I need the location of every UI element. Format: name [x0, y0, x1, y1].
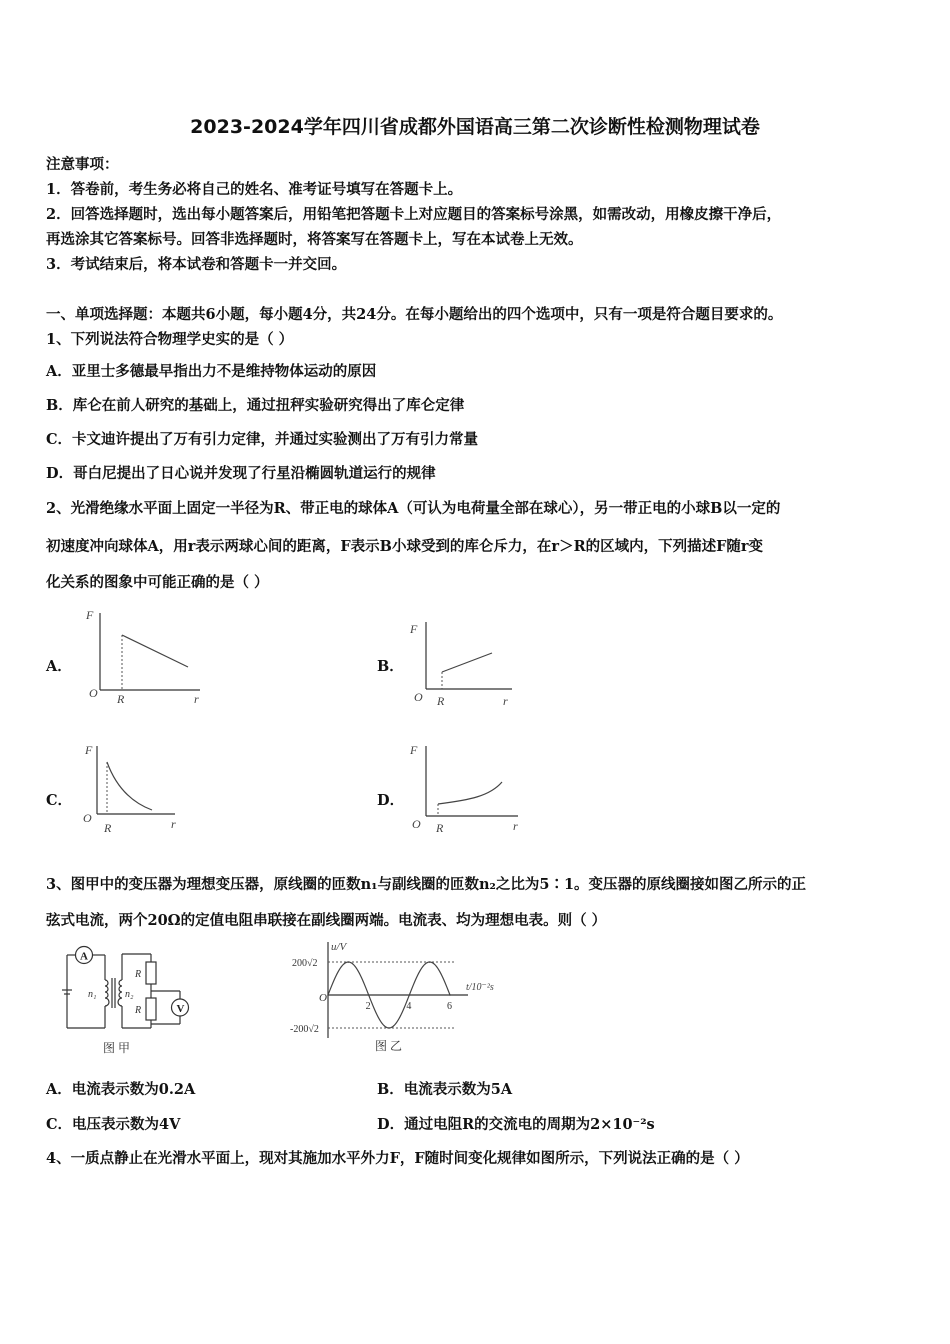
r-label: R: [437, 694, 445, 708]
question-1-option-d: D．哥白尼提出了日心说并发现了行星沿椭圆轨道运行的规律: [46, 465, 436, 482]
resistor-2-label: R: [135, 1005, 142, 1016]
force-curve: [122, 635, 188, 667]
voltmeter-label: V: [176, 1003, 185, 1015]
u-axis-label: u/V: [331, 941, 347, 953]
origin-label: O: [83, 811, 92, 825]
n2-label: n₂: [125, 989, 134, 1000]
force-curve: [107, 762, 152, 810]
r-axis-label: r: [194, 692, 199, 706]
question-2-option-b: B．: [377, 658, 404, 675]
question-2-stem: 化关系的图象中可能正确的是（ ）: [46, 574, 269, 591]
t-tick-label: 6: [447, 1001, 452, 1012]
force-curve: [442, 653, 492, 672]
graph-option-b: [400, 617, 520, 712]
resistor-1: [146, 962, 156, 984]
r-axis-label: r: [171, 817, 176, 831]
figure-yi-caption: 图 乙: [375, 1039, 403, 1053]
question-3-option-c: C．电压表示数为4V: [46, 1116, 181, 1133]
ymax-tick-label: 200√2: [292, 958, 318, 969]
graph-option-d: [400, 738, 530, 838]
origin-label: O: [412, 817, 421, 831]
figure-jia-circuit: [55, 940, 205, 1060]
data-point: [409, 994, 411, 996]
section-heading: 一、单项选择题：本题共6小题，每小题4分，共24分。在每小题给出的四个选项中，只有一项是符合题目要求的。: [46, 306, 783, 323]
question-2-stem: 初速度冲向球体A，用r表示两球心间的距离，F表示B小球受到的库仑斥力，在r＞R的区域内，下列描述F随r变: [46, 538, 764, 555]
r-label: R: [436, 821, 444, 835]
question-1-stem: 1、下列说法符合物理学史实的是（ ）: [46, 331, 294, 348]
question-2-stem: 2、光滑绝缘水平面上固定一半径为R、带正电的球体A（可认为电荷量全部在球心），另一带正电的小球B以一定的: [46, 500, 781, 517]
data-point: [368, 994, 370, 996]
figure-yi-chart: [285, 938, 515, 1060]
question-1-option-a: A．亚里士多德最早指出力不是维持物体运动的原因: [46, 363, 377, 380]
resistor-2: [146, 998, 156, 1020]
r-label: R: [117, 692, 125, 706]
r-axis-label: r: [513, 819, 518, 833]
question-3-stem: 3、图甲中的变压器为理想变压器，原线圈的匝数n₁与副线圈的匝数n₂之比为5∶1。变压器的原线圈接如图乙所示的正: [46, 876, 807, 893]
r-label: R: [104, 821, 112, 835]
notice-heading: 注意事项：: [46, 156, 119, 173]
question-3-option-b: B．电流表示数为5A: [377, 1081, 513, 1098]
force-curve: [438, 782, 502, 804]
graph-option-c: [80, 738, 190, 838]
t-axis-label: t/10⁻²s: [466, 982, 494, 993]
f-label: F: [410, 622, 418, 636]
question-2-option-c: C．: [46, 792, 73, 809]
origin-label: O: [89, 686, 98, 700]
notice-line: 1．答卷前，考生务必将自己的姓名、准考证号填写在答题卡上。: [46, 181, 463, 198]
f-label: F: [85, 743, 93, 757]
graph-option-a: [80, 605, 210, 710]
question-3-option-d: D．通过电阻R的交流电的周期为2×10⁻²s: [377, 1116, 655, 1133]
ammeter-label: A: [80, 950, 88, 963]
ymin-tick-label: -200√2: [290, 1024, 319, 1035]
question-1-option-b: B．库仑在前人研究的基础上，通过扭秤实验研究得出了库仑定律: [46, 397, 465, 414]
data-point: [449, 994, 451, 996]
secondary-coil: [118, 980, 122, 1006]
t-tick-label: 4: [406, 1001, 412, 1012]
origin-label: O: [414, 690, 423, 704]
page-title: 2023-2024学年四川省成都外国语高三第二次诊断性检测物理试卷: [190, 116, 760, 138]
primary-coil: [105, 980, 109, 1006]
data-point: [429, 961, 431, 963]
origin-label: O: [319, 992, 327, 1004]
question-4-stem: 4、一质点静止在光滑水平面上，现对其施加水平外力F，F随时间变化规律如图所示，下列说法正确的是（ ）: [46, 1150, 749, 1167]
f-label: F: [86, 608, 94, 622]
notice-line: 2．回答选择题时，选出每小题答案后，用铅笔把答题卡上对应题目的答案标号涂黑，如需改动，用橡皮擦干净后，: [46, 206, 782, 223]
question-1-option-c: C．卡文迪许提出了万有引力定律，并通过实验测出了万有引力常量: [46, 431, 479, 448]
n1-label: n₁: [88, 989, 97, 1000]
data-point: [327, 994, 329, 996]
t-tick-label: 2: [365, 1001, 371, 1012]
data-point: [348, 961, 350, 963]
question-3-option-a: A．电流表示数为0.2A: [46, 1081, 196, 1098]
question-2-option-d: D．: [377, 792, 405, 809]
r-axis-label: r: [503, 694, 508, 708]
notice-line: 再选涂其它答案标号。回答非选择题时，将答案写在答题卡上，写在本试卷上无效。: [46, 231, 583, 248]
f-label: F: [410, 743, 418, 757]
question-2-option-a: A．: [46, 658, 72, 675]
figure-jia-caption: 图 甲: [103, 1041, 131, 1055]
resistor-1-label: R: [135, 969, 142, 980]
notice-line: 3．考试结束后，将本试卷和答题卡一并交回。: [46, 256, 347, 273]
data-point: [388, 1027, 390, 1029]
question-3-stem: 弦式电流，两个20Ω的定值电阻串联接在副线圈两端。电流表、均为理想电表。则（ ）: [46, 912, 607, 929]
